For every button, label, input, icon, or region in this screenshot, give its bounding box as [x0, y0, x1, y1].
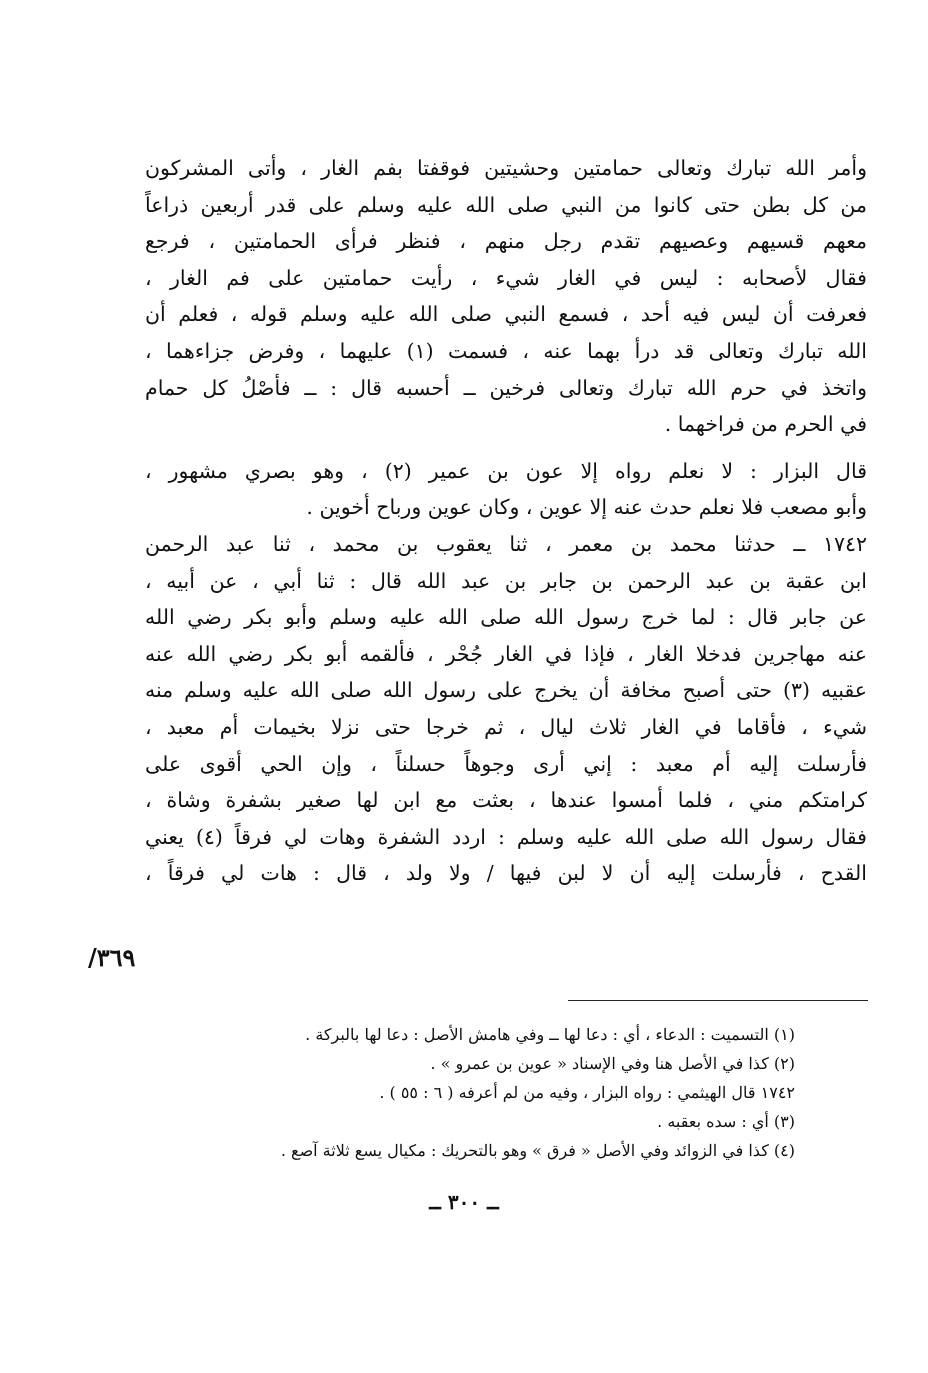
text-line: فأرسلت إليه أم معبد : إني أرى وجوهاً حسلناً ، وإن الحي أقوى على [145, 751, 867, 776]
text-line: عنه مهاجرين فدخلا الغار ، فإذا في الغار جُحْر ، فألقمه أبو بكر رضي الله عنه [145, 641, 867, 666]
manuscript-folio-marker: ٣٦٩/ [88, 943, 136, 972]
hadith-number-line: ١٧٤٢ ــ حدثنا محمد بن معمر ، ثنا يعقوب بن محمد ، ثنا عبد الرحمن [145, 531, 867, 556]
footnote-item: (١) التسميت : الدعاء ، أي : دعا لها ــ وفي هامش الأصل : دعا لها بالبركة . [305, 1025, 795, 1044]
text-line: الله تبارك وتعالى قد درأ بهما عنه ، فسمت (١) عليهما ، وفرض جزاءهما ، [145, 338, 867, 363]
text-line: عن جابر قال : لما خرج رسول الله صلى الله عليه وسلم وأبو بكر رضي الله [145, 605, 867, 630]
text-line: كرامتكم مني ، فلما أمسوا عندها ، بعثت مع ابن لها صغير بشفرة وشاة ، [145, 788, 867, 813]
text-line: وأمر الله تبارك وتعالى حمامتين وحشيتين فوقفتا بفم الغار ، وأتى المشركون [145, 156, 867, 180]
footnote-separator [568, 1000, 868, 1001]
text-line: من كل بطن حتى كانوا من النبي صلى الله عليه وسلم على قدر أربعين ذراعاً [145, 192, 867, 217]
text-line: في الحرم من فراخهما . [664, 412, 867, 437]
footnote-item: (٣) أي : سده بعقبه . [657, 1112, 795, 1131]
text-line: فقال رسول الله صلى الله عليه وسلم : اردد الشفرة وهات لي فرقاً (٤) يعني [145, 824, 867, 849]
page-number: ــ ٣٠٠ ــ [429, 1190, 499, 1214]
text-line: القدح ، فأرسلت إليه أن لا لبن فيها / ولا ولد ، قال : هات لي فرقاً ، [145, 861, 867, 886]
text-line: فقال لأصحابه : ليس في الغار شيء ، رأيت حمامتين على فم الغار ، [145, 265, 867, 290]
text-line: عقبيه (٣) حتى أصبح مخافة أن يخرج على رسول الله صلى الله عليه وسلم منه [145, 678, 867, 703]
text-line: شيء ، فأقاما في الغار ثلاث ليال ، ثم خرجا حتى نزلا بخيمات أم معبد ، [145, 714, 867, 739]
footnote-item: ١٧٤٢ قال الهيثمي : رواه البزار ، وفيه من لم أعرفه ( ٦ : ٥٥ ) . [379, 1083, 795, 1102]
text-line: وأبو مصعب فلا نعلم حدث عنه إلا عوين ، وكان عوين ورباح أخوين . [306, 495, 867, 520]
footnote-item: (٤) كذا في الزوائد وفي الأصل « فرق » وهو بالتحريك : مكيال يسع ثلاثة آصع . [280, 1141, 795, 1160]
footnotes [145, 1020, 795, 1165]
text-line: ابن عقبة بن عبد الرحمن بن جابر بن عبد الله قال : ثنا أبي ، عن أبيه ، [145, 568, 867, 593]
text-line: قال البزار : لا نعلم رواه إلا عون بن عمير (٢) ، وهو بصري مشهور ، [145, 458, 867, 483]
text-line: واتخذ في حرم الله تبارك وتعالى فرخين ــ أحسبه قال : ــ فأصْلُ كل حمام [145, 375, 867, 400]
main-text [145, 150, 867, 892]
text-line: معهم قسيهم وعصيهم تقدم رجل منهم ، فنظر فرأى الحمامتين ، فرجع [145, 229, 867, 254]
footnote-item: (٢) كذا في الأصل هنا وفي الإسناد « عوين بن عمرو » . [430, 1054, 795, 1073]
text-line: فعرفت أن ليس فيه أحد ، فسمع النبي صلى الله عليه وسلم قوله ، فعلم أن [145, 302, 867, 327]
